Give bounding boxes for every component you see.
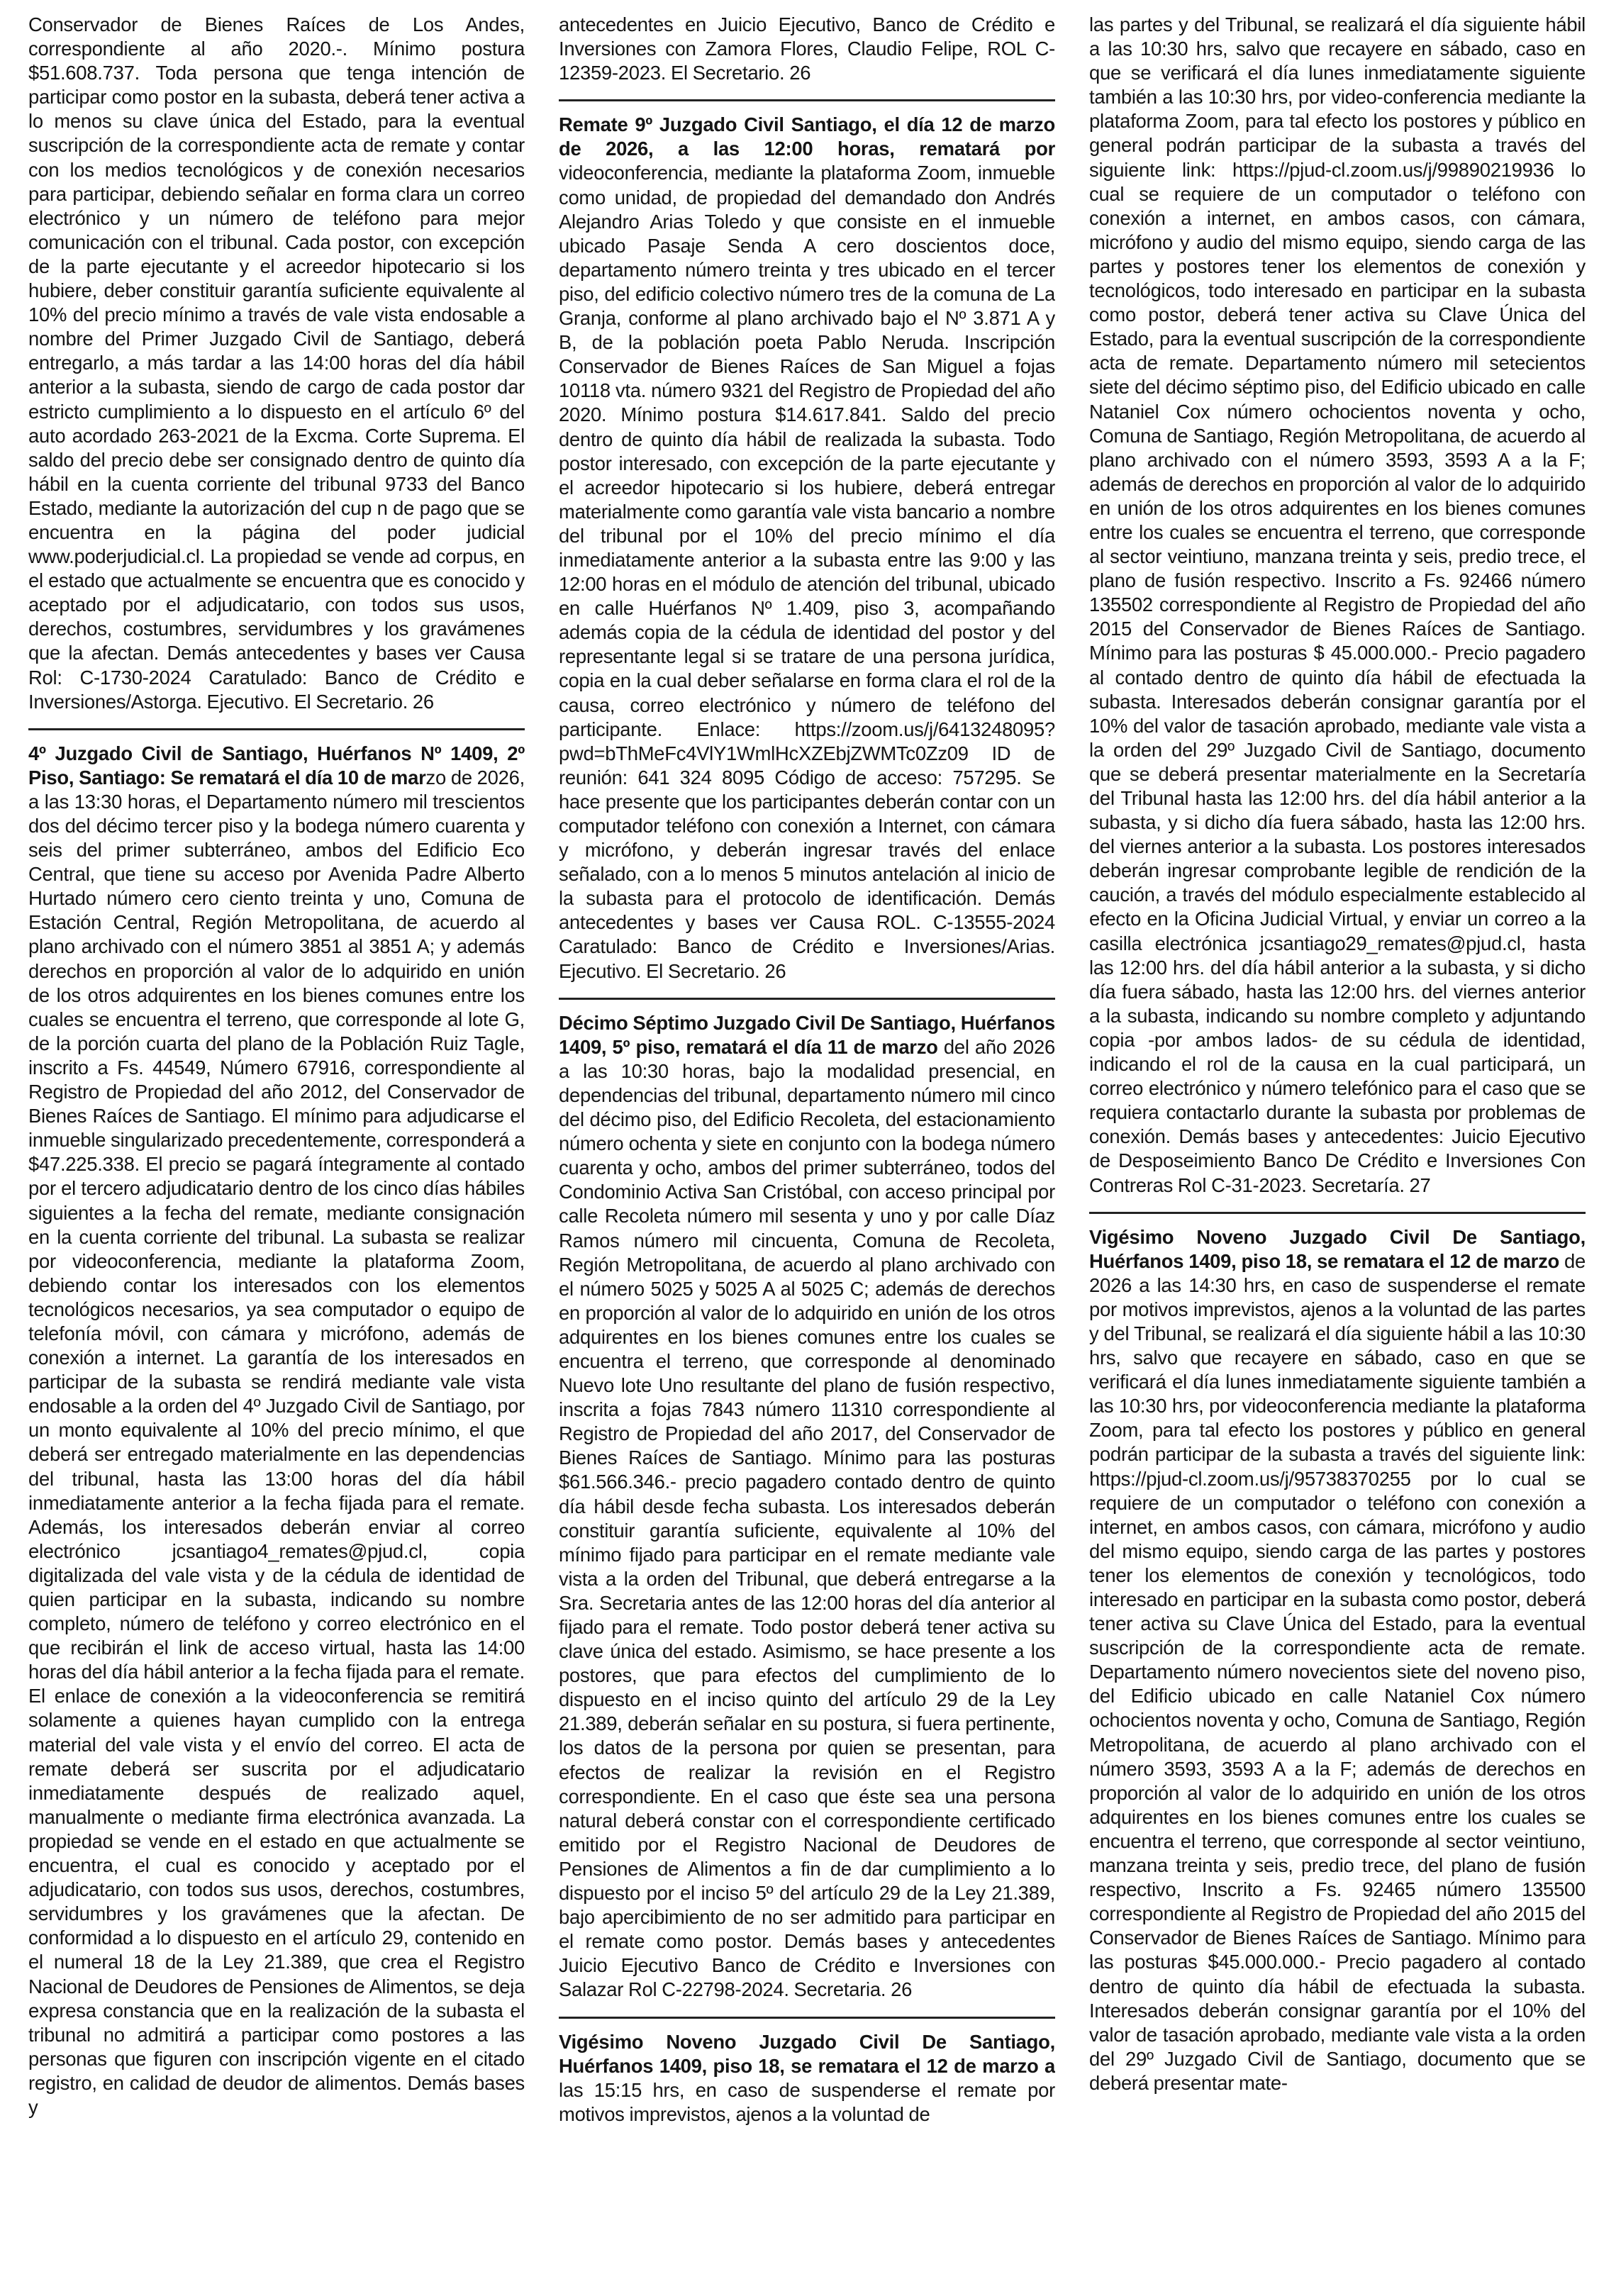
notice: [559, 1011, 1055, 2002]
notice-body: del año 2026 a las 10:30 horas, bajo la modalidad presencial, en dependencias del tribunal, departamento número mil cinco del décimo piso, del Edificio Recoleta, del estacionamiento número ochenta y siete en conjunto con la bodega número cuarenta y ocho, ambos del primer subterráneo, todos del Condominio Activa San Cristóbal, con acceso principal por calle Recoleta número mil sesenta y uno y por calle Díaz Ramos número mil cincuenta, Comuna de Recoleta, Región Metropolitana, de acuerdo al plano archivado con el número 5025 y 5025 A al 5025 C; además de derechos en proporción al valor de lo adquirido en unión de los otros adquirentes en los bienes comunes entre los cuales se encuentra el terreno, que corresponde al denominado Nuevo lote Uno resultante del plano de fusión respectivo, inscrita a fojas 7843 número 11310 correspondiente al Registro de Propiedad del año 2017, del Conservador de Bienes Raíces de Santiago. Mínimo para las posturas $61.566.346.- precio pagadero contado dentro de quinto día hábil desde fecha subasta. Los interesados deberán constituir garantía suficiente, equivalente al 10% del mínimo fijado para participar en el remate mediante vale vista a la orden del Tribunal, que deberá entregarse a la Sra. Secretaria antes de las 12:00 horas del día anterior al fijado para el remate. Todo postor deberá tener activa su clave única del estado. Asimismo, se hace presente a los postores, que para efectos del cumplimiento de lo dispuesto en el inciso quinto del artículo 29 de la Ley 21.389, deberán señalar en su postura, si fuera pertinente, los datos de la persona por quien se presentan, para efectos de realizar la revisión en el Registro correspondiente. En el caso que éste sea una persona natural deberá constar con el correspondiente certificado emitido por el Registro Nacional de Deudores de Pensiones de Alimentos a fin de dar cumplimiento a lo dispuesto por el inciso 5º del artículo 29 de la Ley 21.389, bajo apercibimiento de no ser admitido para participar en el remate como postor. Demás bases y antecedentes Juicio Ejecutivo Banco de Crédito e Inversiones con Salazar Rol C-22798-2024. Secretaria. 26: [559, 1035, 1055, 2001]
notice-heading: Remate 9º Juzgado Civil Santiago, el día 12 de marzo de 2026, a las 12:00 horas, rematará por: [559, 113, 1055, 160]
notice-body: Conservador de Bienes Raíces de Los Andes, correspondiente al año 2020.-. Mínimo postura $51.608.737. Toda persona que tenga intención de participar como postor en la subasta, deberá tener activa a lo menos su clave única del Estado, para la eventual suscripción de la correspondiente acta de remate y contar con los medios tecnológicos y de conexión necesarios para participar, debiendo señalar en forma clara un correo electrónico y un número de teléfono para mejor comunicación con el tribunal. Cada postor, con excepción de la parte ejecutante y el acreedor hipotecario si los hubiere, deber constituir garantía suficiente equivalente al 10% del precio mínimo a través de vale vista endosable a nombre del Primer Juzgado Civil de Santiago, deberá entregarlo, a más tardar a las 14:00 horas del día hábil anterior a la subasta, siendo de cargo de cada postor dar estricto cumplimiento a lo dispuesto en el artículo 6º del auto acordado 263-2021 de la Excma. Corte Suprema. El saldo del precio debe ser consignado dentro de quinto día hábil en la cuenta corriente del tribunal 9733 del Banco Estado, mediante la autorización del cup n de pago que se encuentra en la página del poder judicial www.poderjudicial.cl. La propiedad se vende ad corpus, en el estado que actualmente se encuentra que es conocido y aceptado por el adjudicatario, con todos sus usos, derechos, costumbres, servidumbres y los gravámenes que la afectan. Demás antecedentes y bases ver Causa Rol: C-1730-2024 Caratulado: Banco de Crédito e Inversiones/Astorga. Ejecutivo. El Secretario. 26: [28, 13, 525, 713]
notice: [559, 113, 1055, 983]
column-2: [559, 13, 1055, 2289]
notice-body: antecedentes en Juicio Ejecutivo, Banco de Crédito e Inversiones con Zamora Flores, Claudio Felipe, ROL C-12359-2023. El Secretario. 26: [559, 13, 1055, 84]
notice-divider: [559, 99, 1055, 101]
notice-continued: [559, 13, 1055, 85]
notice-heading: Vigésimo Noveno Juzgado Civil De Santiago, Huérfanos 1409, piso 18, se rematara el 12 de marzo a: [559, 2030, 1055, 2077]
notice-divider: [559, 998, 1055, 1000]
notice-heading: Vigésimo Noveno Juzgado Civil De Santiago, Huérfanos 1409, piso 18, se rematara el 12 de marzo: [1089, 1225, 1586, 1272]
notice-divider: [28, 728, 525, 730]
notice-body: zo de 2026, a las 13:30 horas, el Departamento número mil trescientos dos del décimo tercer piso y la bodega número cuarenta y seis del primer subterráneo, ambos del Edificio Eco Central, que tiene su acceso por Avenida Padre Alberto Hurtado número cero ciento treinta y uno, Comuna de Estación Central, Región Metropolitana, de acuerdo al plano archivado con el número 3851 al 3851 A; y además derechos en proporción al valor de lo adquirido en unión de los otros adquirentes en los bienes comunes entre los cuales se encuentra el terreno, que corresponde al lote G, de la porción cuarta del plano de la Población Ruiz Tagle, inscrito a Fs. 44549, Número 67916, correspondiente al Registro de Propiedad del año 2012, del Conservador de Bienes Raíces de Santiago. El mínimo para adjudicarse el inmueble singularizado precedentemente, corresponderá a $47.225.338. El precio se pagará íntegramente al contado por el tercero adjudicatario dentro de los cinco días hábiles siguientes a la fecha del remate, mediante consignación en la cuenta corriente del tribunal. La subasta se realizar por videoconferencia, mediante la plataforma Zoom, debiendo contar los interesados con los elementos tecnológicos necesarios, ya sea computador o equipo de telefonía móvil, con cámara y micrófono, además de conexión a internet. La garantía de los interesados en participar de la subasta se rendirá mediante vale vista endosable a la orden del 4º Juzgado Civil de Santiago, por un monto equivalente al 10% del precio mínimo, el que deberá ser entregado materialmente en las dependencias del tribunal, hasta las 13:00 horas del día hábil inmediatamente anterior a la fecha fijada para el remate. Además, los interesados deberán enviar al correo electrónico jcsantiago4_remates@pjud.cl, copia digitalizada del vale vista y de la cédula de identidad de quien participar en la subasta, indicando su nombre completo, número de teléfono y correo electrónico en el que recibirán el link de acceso virtual, hasta las 14:00 horas del día hábil anterior a la fecha fijada para el remate. El enlace de conexión a la videoconferencia se remitirá solamente a quienes hayan cumplido con la entrega material del vale vista y el envío del correo. El acta de remate deberá ser suscrita por el adjudicatario inmediatamente después de realizado aquel, manualmente o mediante firma electrónica avanzada. La propiedad se vende en el estado en que actualmente se encuentra, el cual es conocido y aceptado por el adjudicatario, con todos sus usos, derechos, costumbres, servidumbres y los gravámenes que la afectan. De conformidad a lo dispuesto en el artículo 29, contenido en el numeral 18 de la Ley 21.389, que crea el Registro Nacional de Deudores de Pensiones de Alimentos, se deja expresa constancia que en la realización de la subasta el tribunal no admitirá a participar como postores a las personas que figuren con inscripción vigente en el citado registro, en calidad de deudor de alimentos. Demás bases y: [28, 766, 525, 2118]
notice: [28, 742, 525, 2119]
notice-body: videoconferencia, mediante la plataforma Zoom, inmueble como unidad, de propiedad del demandado don Andrés Alejandro Arias Toledo y que consiste en el inmueble ubicado Pasaje Senda A cero doscientos doce, departamento número treinta y tres ubicado en el tercer piso, del edificio colectivo número tres de la comuna de La Granja, conforme al plano archivado bajo el Nº 3.871 A y B, de la población poeta Pablo Neruda. Inscripción Conservador de Bienes Raíces de San Miguel a fojas 10118 vta. número 9321 del Registro de Propiedad del año 2020. Mínimo postura $14.617.841. Saldo del precio dentro de quinto día hábil de realizada la subasta. Todo postor interesado, con excepción de la parte ejecutante y el acreedor hipotecario si los hubiere, deberá entregar materialmente como garantía vale vista bancario a nombre del tribunal por el 10% del precio mínimo el día inmediatamente anterior a la subasta entre las 9:00 y las 12:00 horas en el módulo de atención del tribunal, ubicado en calle Huérfanos Nº 1.409, piso 3, acompañando además copia de la cédula de identidad del postor y del representante legal si se tratare de una persona jurídica, copia en la cual deber señalarse en forma clara el rol de la causa, correo electrónico y número de teléfono del participante. Enlace: https://zoom.us/j/6413248095?pwd=bThMeFc4VlY1WmlHcXZEbjZWMTc0Zz09 ID de reunión: 641 324 8095 Código de acceso: 757295. Se hace presente que los participantes deberán contar con un computador teléfono con conexión a Internet, con cámara y micrófono, y deberán ingresar través del enlace señalado, con a lo menos 5 minutos antelación al inicio de la subasta para el protocolo de identificación. Demás antecedentes y bases ver Causa ROL. C-13555-2024 Caratulado: Banco de Crédito e Inversiones/Arias. Ejecutivo. El Secretario. 26: [559, 162, 1055, 982]
notice: [1089, 1225, 1586, 2095]
notice: [559, 2030, 1055, 2127]
column-3: [1089, 13, 1586, 2289]
column-1: [28, 13, 525, 2289]
notice-body: de 2026 a las 14:30 hrs, en caso de suspenderse el remate por motivos imprevistos, ajenos a la voluntad de las partes y del Tribunal, se realizará el día siguiente hábil a las 10:30 hrs, salvo que recayere en sábado, caso en que se verificará el día lunes inmediatamente siguiente también a las 10:30 hrs, por videoconferencia mediante la plataforma Zoom, para tal efecto los postores y público en general podrán participar de la subasta a través del siguiente link: https://pjud-cl.zoom.us/j/95738370255 por lo cual se requiere de un computador o teléfono con conexión a internet, en ambos casos, con cámara, micrófono y audio del mismo equipo, siendo carga de las partes y postores tener los elementos de conexión y tecnológicos, todo interesado en participar en la subasta como postor, deberá tener activa su Clave Única del Estado, para la eventual suscripción de la correspondiente acta de remate. Departamento número novecientos siete del noveno piso, del Edificio ubicado en calle Nataniel Cox número ochocientos noventa y ocho, Comuna de Santiago, Región Metropolitana, de acuerdo al plano archivado con el número 3593, 3593 A a la F; además de derechos en proporción al valor de lo adquirido en unión de los otros adquirentes en los bienes comunes entre los cuales se encuentra el terreno, que corresponde al sector veintiuno, manzana treinta y seis, predio trece, del plano de fusión respectivo, Inscrito a Fs. 92465 número 135500 correspondiente al Registro de Propiedad del año 2015 del Conservador de Bienes Raíces de Santiago. Mínimo para las posturas $45.000.000.- Precio pagadero al contado dentro de quinto día hábil de efectuada la subasta. Interesados deberán consignar garantía por el 10% del valor de tasación aprobado, mediante vale vista a la orden del 29º Juzgado Civil de Santiago, documento que se deberá presentar mate-: [1089, 1249, 1586, 2094]
notice-body: las partes y del Tribunal, se realizará el día siguiente hábil a las 10:30 hrs, salvo que recayere en sábado, caso en que se verificará el día lunes inmediatamente siguiente también a las 10:30 hrs, por video-conferencia mediante la plataforma Zoom, para tal efecto los postores y público en general podrán participar de la subasta a través del siguiente link: https://pjud-cl.zoom.us/j/99890219936 lo cual se requiere de un computador o teléfono con conexión a internet, en ambos casos, con cámara, micrófono y audio del mismo equipo, siendo carga de las partes y postores tener los elementos de conexión y tecnológicos, todo interesado en participar en la subasta como postor, deberá tener activa su Clave Única del Estado, para la eventual suscripción de la correspondiente acta de remate. Departamento número mil setecientos siete del décimo séptimo piso, del Edificio ubicado en calle Nataniel Cox número ochocientos noventa y ocho, Comuna de Santiago, Región Metropolitana, de acuerdo al plano archivado con el número 3593, 3593 A a la F; además de derechos en proporción al valor de lo adquirido en unión de los otros adquirentes en los bienes comunes entre los cuales se encuentra el terreno, que corresponde al sector veintiuno, manzana treinta y seis, predio trece, el plano de fusión respectivo. Inscrito a Fs. 92466 número 135502 correspondiente al Registro de Propiedad del año 2015 del Conservador de Bienes Raíces de Santiago. Mínimo para las posturas $ 45.000.000.- Precio pagadero al contado dentro de quinto día hábil de efectuada la subasta. Interesados deberán consignar garantía por el 10% del valor de tasación aprobado, mediante vale vista a la orden del 29º Juzgado Civil de Santiago, documento que se deberá presentar materialmente en la Secretaría del Tribunal hasta las 12:00 hrs. del día hábil anterior a la subasta, y si dicho día fuera sábado, hasta las 12:00 hrs. del viernes anterior a la subasta. Los postores interesados deberán ingresar comprobante legible de rendición de la caución, a través del módulo especialmente establecido al efecto en la Oficina Judicial Virtual, y enviar un correo a la casilla electrónica jcsantiago29_remates@pjud.cl, hasta las 12:00 hrs. del día hábil anterior a la subasta, y si dicho día fuera sábado, hasta las 12:00 hrs. del viernes anterior a la subasta, indicando su nombre completo y adjuntando copia -por ambos lados- de su cédula de identidad, indicando el rol de la causa en la cual participará, un correo electrónico y número telefónico para el caso que se requiera contactarlo durante la subasta por problemas de conexión. Demás bases y antecedentes: Juicio Ejecutivo de Desposeimiento Banco De Crédito e Inversiones Con Contreras Rol C-31-2023. Secretaría. 27: [1089, 13, 1586, 1196]
notice-divider: [559, 2017, 1055, 2019]
notice-continued: [1089, 13, 1586, 1198]
notice-divider: [1089, 1212, 1586, 1214]
notice-body: las 15:15 hrs, en caso de suspenderse el remate por motivos imprevistos, ajenos a la voluntad de: [559, 2078, 1055, 2125]
notice-heading: Décimo Séptimo Juzgado Civil De Santiago, Huérfanos 1409, 5º piso, rematará el día 11 de marzo: [559, 1011, 1055, 1058]
notice-continued: [28, 13, 525, 714]
notice-heading: 4º Juzgado Civil de Santiago, Huérfanos Nº 1409, 2º Piso, Santiago: Se rematará el día 10 de mar: [28, 742, 525, 788]
